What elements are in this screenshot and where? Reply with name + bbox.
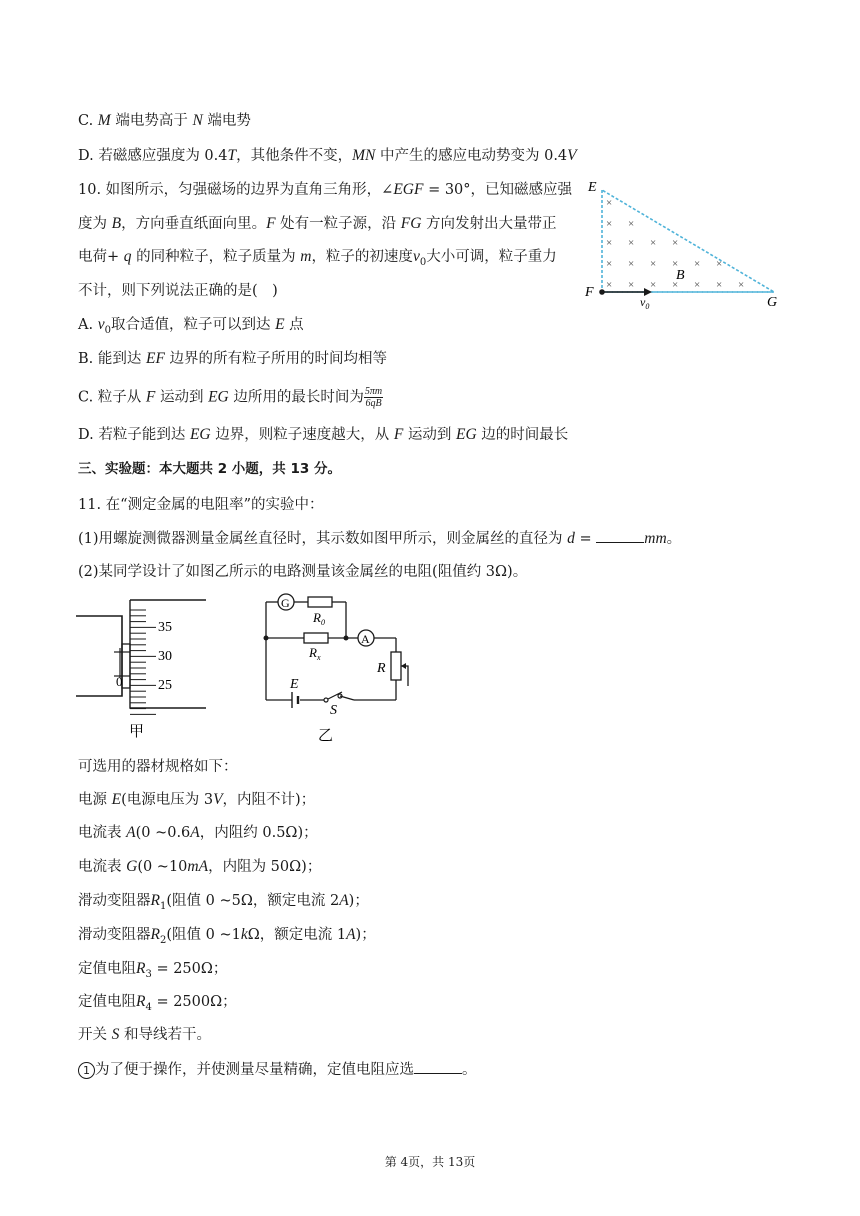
caption-jia: 甲	[129, 724, 145, 740]
field-cross-mark: ×	[694, 279, 701, 291]
label-f: F	[585, 285, 594, 300]
label-e: E	[588, 180, 597, 195]
micrometer-figure-jia	[76, 596, 206, 746]
field-cross-mark: ×	[650, 237, 657, 249]
fraction-5pim-6qb: $\frac{5\pi m}{6qB}$	[364, 386, 383, 409]
q11-part1: (1)用螺旋测微器测量金属丝直径时，其示数如图甲所示，则金属丝的直径为 d = mm。	[78, 530, 682, 547]
thimble-label-25: 25	[158, 678, 172, 693]
rheostat-r	[391, 652, 401, 680]
q10-option-c: C. 粒子从 F 运动到 EG 边所用的最长时间为 $\frac{5\pi m}{6qB}$	[78, 386, 383, 409]
caption-yi: 乙	[318, 728, 334, 744]
q11-title: 11. 在“测定金属的电阻率”的实验中：	[78, 497, 324, 513]
q10-option-d: D. 若粒子能到达 EG 边界，则粒子速度越大，从 F 运动到 EG 边的时间最长	[78, 426, 569, 443]
circuit-figure-yi	[258, 590, 418, 750]
q11-subquestion-1: 1 为了便于操作，并使测量尽量精确，定值电阻应选 。	[78, 1059, 477, 1080]
equipment-resistor-r3: 定值电阻$R_3 = 250\Omega$；	[78, 960, 228, 980]
field-cross-mark: ×	[628, 258, 635, 270]
label-a-meter: A	[361, 632, 370, 646]
page-footer: 第 4页，共 13页	[384, 1155, 476, 1169]
label-v0: $v_0$	[640, 295, 650, 311]
label-s-switch: S	[330, 703, 337, 718]
field-cross-mark: ×	[672, 279, 679, 291]
q9-option-c: C. M 端电势高于 N 端电势	[78, 112, 251, 129]
answer-blank-diameter	[596, 528, 644, 543]
resistor-r0	[308, 597, 332, 607]
field-cross-mark: ×	[606, 279, 613, 291]
section-3-heading: 三、实验题：本大题共 2 小题，共 13 分。	[78, 461, 341, 477]
equipment-rheostat-r1: 滑动变阻器$R_1$(阻值 0 ~5Ω，额定电流 2A)；	[78, 892, 369, 912]
q10-stem-line4: 不计，则下列说法正确的是( )	[78, 283, 278, 299]
label-b: B	[676, 268, 685, 283]
field-cross-mark: ×	[716, 279, 723, 291]
q10-triangle-figure	[582, 176, 782, 311]
q10-option-a: A. $v_0$取合适值，粒子可以到达 E 点	[78, 316, 304, 336]
q10-stem-line3: 电荷+ q 的同种粒子，粒子质量为 m，粒子的初速度$v_0$大小可调，粒子重力	[78, 248, 557, 268]
field-cross-mark: ×	[738, 279, 745, 291]
field-cross-mark: ×	[628, 237, 635, 249]
field-cross-mark: ×	[606, 218, 613, 230]
field-cross-mark: ×	[606, 197, 613, 209]
label-g: G	[767, 295, 778, 310]
q11-part2: (2)某同学设计了如图乙所示的电路测量该金属丝的电阻(阻值约 3Ω)。	[78, 564, 528, 580]
resistor-rx	[304, 633, 328, 643]
answer-blank-resistor	[414, 1059, 462, 1074]
equipment-title: 可选用的器材规格如下：	[78, 759, 238, 775]
circled-number-1: 1	[78, 1062, 95, 1079]
field-cross-mark: ×	[716, 258, 723, 270]
field-cross-mark: ×	[606, 237, 613, 249]
label-g-meter: G	[281, 596, 290, 610]
q9-option-d: D. 若磁感应强度为 0.4T，其他条件不变，MN 中产生的感应电动势变为 0.4V	[78, 147, 577, 164]
label-rx: $R_x$	[309, 645, 321, 662]
sleeve-zero-label: 0	[116, 674, 123, 689]
field-cross-mark: ×	[628, 279, 635, 291]
q10-option-b: B. 能到达 EF 边界的所有粒子所用的时间均相等	[78, 350, 388, 367]
field-cross-mark: ×	[606, 258, 613, 270]
field-cross-mark: ×	[628, 218, 635, 230]
label-r: R	[377, 661, 386, 676]
switch-contact-left	[324, 698, 328, 702]
equipment-resistor-r4: 定值电阻$R_4 = 2500\Omega$；	[78, 993, 237, 1013]
field-cross-mark: ×	[650, 258, 657, 270]
field-cross-mark: ×	[650, 279, 657, 291]
q10-stem-line1: 10. 如图所示，匀强磁场的边界为直角三角形，∠EGF = 30°，已知磁感应强	[78, 181, 573, 198]
equipment-ammeter-g: 电流表 G(0 ~10mA，内阻为 50Ω)；	[78, 858, 322, 875]
equipment-switch-wires: 开关 S 和导线若干。	[78, 1026, 211, 1043]
field-cross-mark: ×	[694, 258, 701, 270]
field-cross-mark: ×	[672, 237, 679, 249]
micrometer-sleeve	[122, 644, 130, 688]
field-cross-mark: ×	[672, 258, 679, 270]
thimble-label-35: 35	[158, 620, 172, 635]
equipment-power-source: 电源 E(电源电压为 3V，内阻不计)；	[78, 791, 316, 808]
q10-stem-line2: 度为 B，方向垂直纸面向里。F 处有一粒子源，沿 FG 方向发射出大量带正	[78, 215, 557, 232]
equipment-ammeter-a: 电流表 A(0 ~0.6A，内阻约 0.5Ω)；	[78, 824, 318, 841]
equipment-rheostat-r2: 滑动变阻器$R_2$(阻值 0 ~1kΩ，额定电流 1A)；	[78, 926, 376, 946]
label-r0: $R_0$	[313, 610, 325, 627]
label-e-battery: E	[290, 677, 299, 692]
thimble-label-30: 30	[158, 649, 172, 664]
